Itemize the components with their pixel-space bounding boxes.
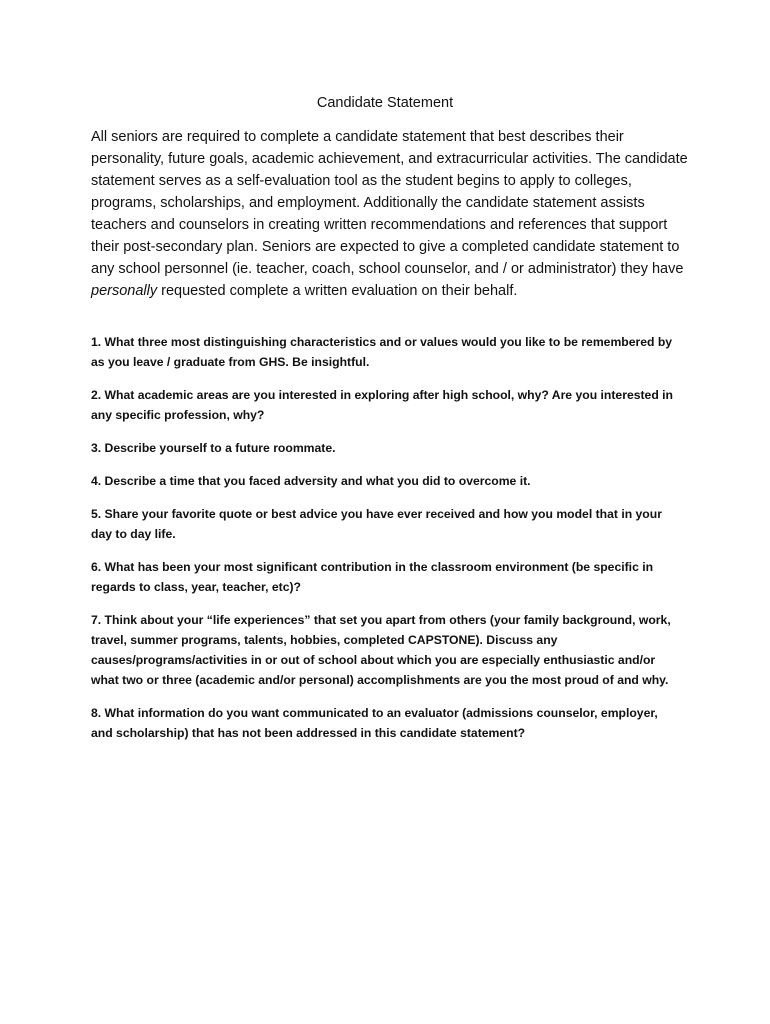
question-item: 5. Share your favorite quote or best advice you have ever received and how you model that in your day to day life. bbox=[91, 507, 662, 541]
intro-text-before: All seniors are required to complete a candidate statement that best describes their personality, future goals, academic achievement, and extracurricular activities. The candidate statement serves as a self-evaluation tool as the student begins to apply to colleges, programs, scholarships, and employment. Additionally the candidate statement assists teachers and counselors in creating written recommendations and references that support their post-secondary plan. Seniors are expected to give a completed candidate statement to any school personnel (ie. teacher, coach, school counselor, and / or administrator) they have bbox=[91, 129, 688, 277]
document-title: Candidate Statement bbox=[316, 95, 454, 111]
question-item: 1. What three most distinguishing characteristics and or values would you like to be remembered by as you leave / graduate from GHS. Be insightful. bbox=[91, 335, 673, 369]
intro-text-after: requested complete a written evaluation on their behalf. bbox=[157, 283, 518, 299]
intro-paragraph bbox=[91, 126, 691, 302]
intro-emphasis: personally bbox=[91, 283, 158, 299]
question-item: 7. Think about your “life experiences” that set you apart from others (your family background, work, travel, summer programs, talents, hobbies, completed CAPSTONE). Discuss any causes/programs/activities in or out of school about which you are especially enthusiastic and/or what two or three (academic and/or personal) accomplishments are you the most proud of and why. bbox=[91, 613, 671, 687]
question-item: 2. What academic areas are you interested in exploring after high school, why? Are you interested in any specific profession, why? bbox=[91, 388, 673, 422]
question-item: 3. Describe yourself to a future roommate. bbox=[91, 441, 336, 455]
question-item: 4. Describe a time that you faced adversity and what you did to overcome it. bbox=[91, 474, 531, 488]
question-list bbox=[91, 332, 681, 756]
question-item: 6. What has been your most significant contribution in the classroom environment (be specific in regards to class, year, teacher, etc)? bbox=[91, 560, 654, 594]
question-item: 8. What information do you want communicated to an evaluator (admissions counselor, employer, and scholarship) that has not been addressed in this candidate statement? bbox=[91, 706, 658, 740]
